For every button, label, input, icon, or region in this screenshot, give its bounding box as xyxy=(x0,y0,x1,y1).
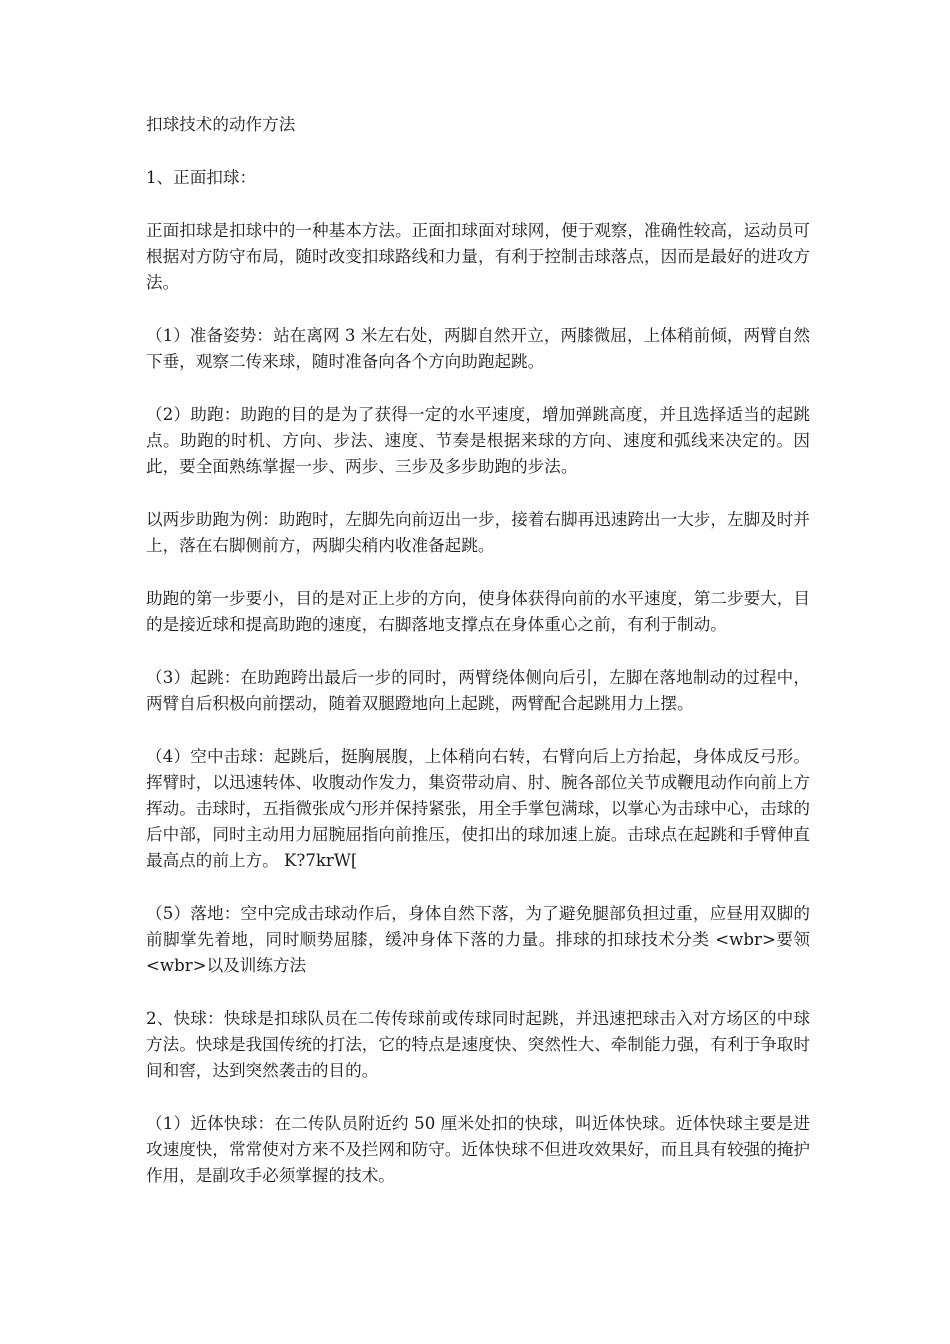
section-heading-front-spike: 1、正面扣球： xyxy=(146,168,257,187)
paragraph: （5）落地：空中完成击球动作后，身体自然下落，为了避免腿部负担过重，应昼用双脚的前脚掌先着地，同时顺势屈膝，缓冲身体下落的力量。排球的扣球技术分类 <wbr>要领 <wbr>以及训练方法 xyxy=(146,904,810,975)
document-title: 扣球技术的动作方法 xyxy=(146,115,296,134)
paragraph: 助跑的第一步要小，目的是对正上步的方向，使身体获得向前的水平速度，第二步要大，目的是接近球和提高助跑的速度，右脚落地支撑点在身体重心之前，有利于制动。 xyxy=(146,589,810,634)
paragraph: （1）近体快球：在二传队员附近约 50 厘米处扣的快球，叫近体快球。近体快球主要是进攻速度快，常常使对方来不及拦网和防守。近体快球不但进攻效果好，而且具有较强的掩护作用，是副攻手必须掌握的技术。 xyxy=(146,1114,810,1185)
paragraph: 以两步助跑为例：助跑时，左脚先向前迈出一步，接着右脚再迅速跨出一大步，左脚及时并上，落在右脚侧前方，两脚尖稍内收准备起跳。 xyxy=(146,510,810,555)
paragraph: 正面扣球是扣球中的一种基本方法。正面扣球面对球网，便于观察，准确性较高，运动员可根据对方防守布局，随时改变扣球路线和力量，有利于控制击球落点，因而是最好的进攻方法。 xyxy=(146,221,810,292)
paragraph: （2）助跑：助跑的目的是为了获得一定的水平速度，增加弹跳高度，并且选择适当的起跳点。助跑的时机、方向、步法、速度、节奏是根据来球的方向、速度和弧线来决定的。因此，要全面熟练掌握一步、两步、三步及多步助跑的步法。 xyxy=(146,405,810,476)
document-page xyxy=(146,112,810,1216)
paragraph: （4）空中击球：起跳后，挺胸展腹，上体稍向右转，右臂向后上方抬起，身体成反弓形。挥臂时，以迅速转体、收腹动作发力，集资带动肩、肘、腕各部位关节成鞭甩动作向前上方挥动。击球时，五指微张成勺形并保持紧张，用全手掌包满球，以掌心为击球中心，击球的后中部，同时主动用力屈腕屈指向前推压，使扣出的球加速上旋。击球点在起跳和手臂伸直最高点的前上方。 K?7krW[ xyxy=(146,747,810,870)
paragraph: （1）准备姿势：站在离网 3 米左右处，两脚自然开立，两膝微屈，上体稍前倾，两臂自然下垂，观察二传来球，随时准备向各个方向助跑起跳。 xyxy=(146,326,810,371)
paragraph: （3）起跳：在助跑跨出最后一步的同时，两臂绕体侧向后引，左脚在落地制动的过程中，两臂自后积极向前摆动，随着双腿蹬地向上起跳，两臂配合起跳用力上摆。 xyxy=(146,668,810,713)
paragraph: 2、快球：快球是扣球队员在二传传球前或传球同时起跳，并迅速把球击入对方场区的中球方法。快球是我国传统的打法，它的特点是速度快、突然性大、牵制能力强，有利于争取时间和窖，达到突然袭击的目的。 xyxy=(146,1009,810,1080)
